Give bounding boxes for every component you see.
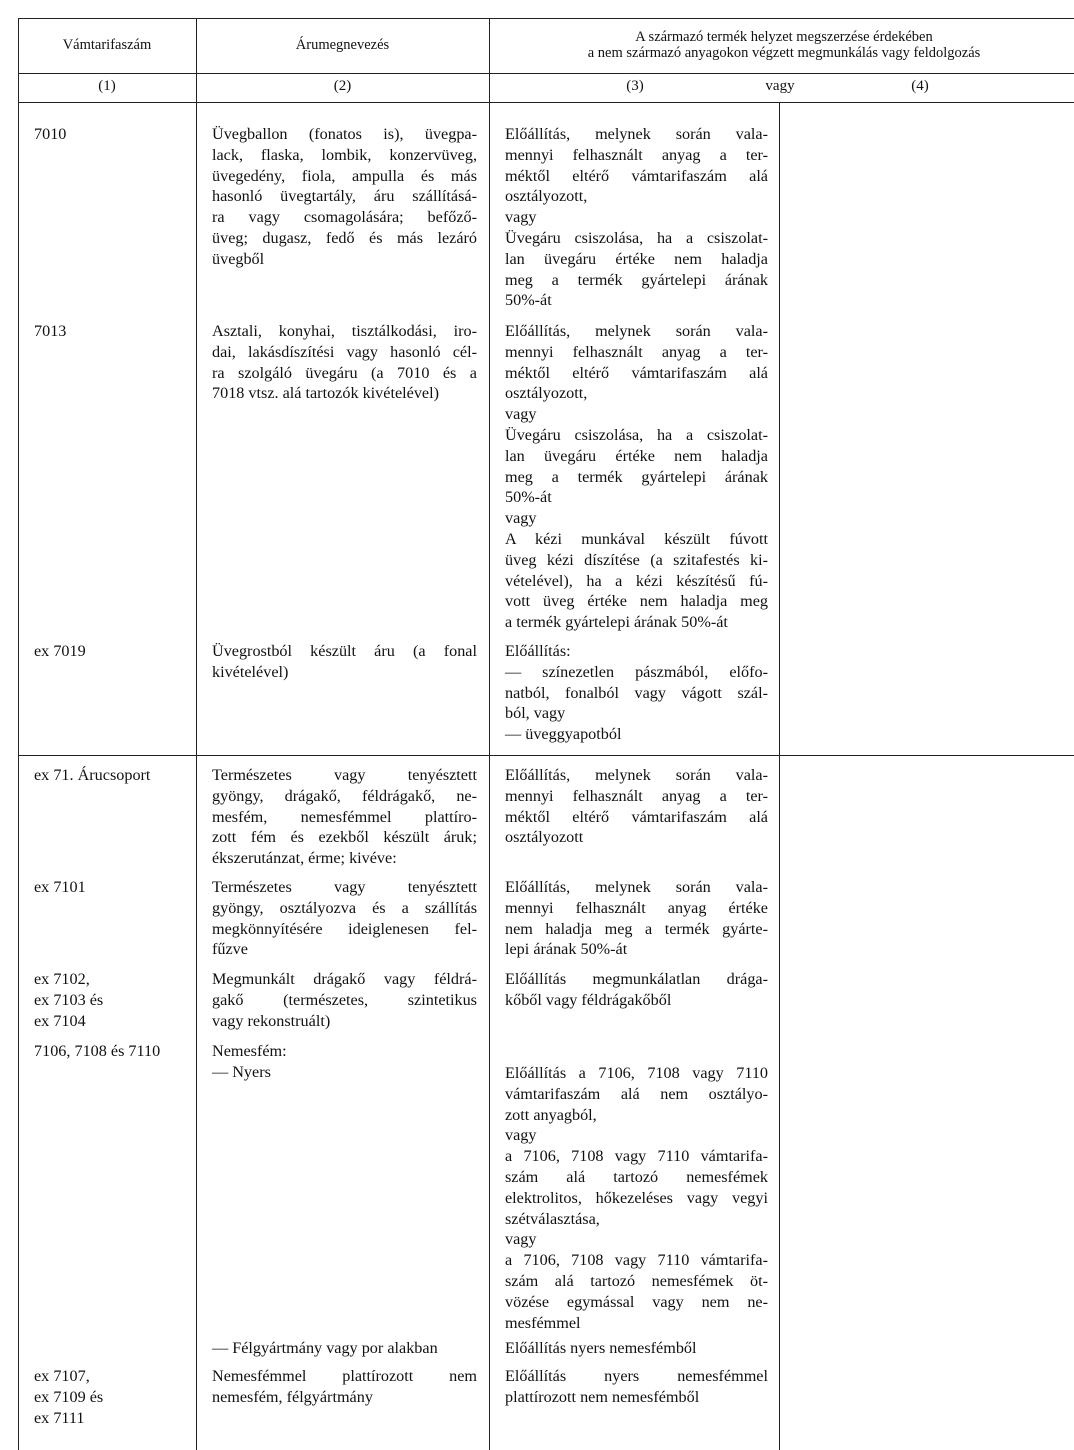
goods-description-cell-line: lack, flaska, lombik, konzervüveg, xyxy=(212,145,477,164)
processing-rule-cell-line: kőből vagy féldrágakőből xyxy=(505,990,672,1009)
header-col2: Árumegnevezés xyxy=(295,37,390,53)
goods-description-cell-line: gyöngy, drágakő, féldrágakő, ne- xyxy=(212,786,477,805)
processing-rule-cell-line: vott üveg értéke nem haladja meg xyxy=(505,592,768,611)
tariff-number-cell-line: ex 71. Árucsoport xyxy=(34,766,151,784)
goods-description-cell xyxy=(212,877,477,960)
tariff-number-cell-line: ex 7102, xyxy=(34,970,90,988)
tariff-number-cell-line: ex 7107, xyxy=(34,1367,90,1385)
processing-rule-cell-line: Előállítás, melynek során vala- xyxy=(505,878,768,896)
goods-description-cell xyxy=(212,969,477,1031)
goods-description-cell-line: ra vagy csomagolására; befőző- xyxy=(212,208,477,227)
tariff-number-cell xyxy=(34,765,194,786)
goods-description-cell xyxy=(212,641,477,683)
processing-rule-cell-line: elektrolitos, hőkezeléses vagy vegyi xyxy=(505,1188,768,1207)
number-row-bottom-rule xyxy=(18,102,1074,103)
goods-description-cell-line: Megmunkált drágakő vagy féldrá- xyxy=(212,970,477,988)
processing-rule-cell-line: a 7106, 7108 vagy 7110 vámtarifa- xyxy=(505,1147,768,1166)
tariff-number-cell-line: ex 7104 xyxy=(34,1011,86,1030)
processing-rule-cell xyxy=(505,877,768,960)
goods-description-cell-line: Asztali, konyhai, tisztálkodási, iro- xyxy=(212,322,477,340)
processing-rule-cell-line: a 7106, 7108 vagy 7110 vámtarifa- xyxy=(505,1251,768,1270)
section-divider-rule xyxy=(18,755,1074,756)
processing-rule-cell-line: Előállítás nyers nemesfémmel xyxy=(505,1367,768,1385)
header-col3-line1: A származó termék helyzet megszerzése érdekében xyxy=(635,29,933,45)
goods-description-cell xyxy=(212,321,477,404)
tariff-number-cell xyxy=(34,1366,194,1428)
goods-description-cell-line: üveg; dugasz, fedő és más lezáró xyxy=(212,228,477,247)
processing-rule-cell-line: osztályozott xyxy=(505,828,584,847)
goods-description-cell-line: üvegből xyxy=(212,249,265,268)
goods-description-cell-line: megkönnyítésére ideiglenesen fel- xyxy=(212,919,477,938)
processing-rule-cell-line: méktől eltérő vámtarifaszám alá xyxy=(505,363,768,382)
tariff-number-cell xyxy=(34,969,194,1031)
processing-rule-cell-line: a termék gyártelepi árának 50%-át xyxy=(505,613,728,632)
goods-description-cell-line: Nemesfém: xyxy=(212,1042,287,1060)
header-col3 xyxy=(489,29,1074,61)
goods-description-cell-line: nemesfém, félgyártmány xyxy=(212,1387,373,1406)
processing-rule-cell-line: natból, fonalból vagy vágott szál- xyxy=(505,683,768,702)
tariff-number-cell-line: ex 7111 xyxy=(34,1408,85,1427)
tariff-number-cell-line: 7010 xyxy=(34,125,67,143)
tariff-number-cell-line: ex 7101 xyxy=(34,878,86,896)
processing-rule-cell-line: osztályozott, xyxy=(505,384,588,403)
goods-description-cell-line: vagy rekonstruált) xyxy=(212,1011,331,1030)
processing-rule-cell-line: plattírozott nem nemesfémből xyxy=(505,1387,700,1406)
goods-description-cell-line: Nemesfémmel plattírozott nem xyxy=(212,1367,477,1385)
processing-rule-cell-line: Előállítás megmunkálatlan drága- xyxy=(505,970,768,988)
goods-description-cell-line: zott fém és ezekből készült áruk; xyxy=(212,828,477,847)
header-col3-line2: a nem származó anyagokon végzett megmunkálás vagy feldolgozás xyxy=(587,45,981,61)
processing-rule-cell-line: — színezetlen pászmából, előfo- xyxy=(505,662,768,681)
processing-rule-cell-line: lepi árának 50%-át xyxy=(505,940,628,959)
processing-rule-cell-line: Előállítás a 7106, 7108 vagy 7110 xyxy=(505,1064,768,1082)
tariff-number-cell-line: 7106, 7108 és 7110 xyxy=(34,1042,161,1060)
processing-rule-cell-line: Előállítás nyers nemesfémből xyxy=(505,1339,697,1357)
goods-description-cell-line: ra szolgáló üvegáru (a 7010 és a xyxy=(212,363,477,382)
processing-rule-cell-line: 50%-át xyxy=(505,488,552,507)
col-number-3: (3) xyxy=(626,78,644,94)
goods-description-cell-line: Természetes vagy tenyésztett xyxy=(212,878,477,896)
processing-rule-cell-line: vagy xyxy=(505,1230,537,1249)
goods-description-cell-line: Természetes vagy tenyésztett xyxy=(212,766,477,784)
processing-rule-cell-line: üveg kézi díszítése (a szitafestés ki- xyxy=(505,550,768,569)
processing-rule-cell-line: Előállítás: xyxy=(505,642,571,660)
processing-rule-cell-line: ból, vagy xyxy=(505,704,566,723)
processing-rule-cell xyxy=(505,765,768,848)
processing-rule-cell-line: mennyi felhasznált anyag a ter- xyxy=(505,786,768,805)
goods-description-cell-line: dai, lakásdíszítési vagy hasonló cél- xyxy=(212,342,477,361)
tariff-number-cell xyxy=(34,877,194,898)
processing-rule-cell xyxy=(505,969,768,1011)
processing-rule-cell-line: méktől eltérő vámtarifaszám alá xyxy=(505,166,768,185)
goods-description-cell-line: ékszerutánzat, érme; kivéve: xyxy=(212,849,397,868)
processing-rule-cell-line: 50%-át xyxy=(505,291,552,310)
processing-rule-cell-line: vözése egymással vagy nem ne- xyxy=(505,1292,768,1311)
tariff-number-cell-line: ex 7019 xyxy=(34,642,86,660)
tariff-number-cell xyxy=(34,1041,194,1062)
processing-rule-cell-line: vámtarifaszám alá nem osztályo- xyxy=(505,1084,768,1103)
processing-rule-cell-line: mesfémmel xyxy=(505,1313,581,1332)
goods-description-cell xyxy=(212,1366,477,1408)
processing-rule-cell-line: méktől eltérő vámtarifaszám alá xyxy=(505,807,768,826)
goods-description-cell xyxy=(212,124,477,270)
tariff-number-cell-line: ex 7103 és xyxy=(34,990,104,1009)
tariff-number-cell xyxy=(34,321,194,342)
goods-description-cell xyxy=(212,1041,477,1083)
column-rule-2 xyxy=(489,18,490,1450)
goods-description-cell-line: mesfém, nemesfémmel plattíro- xyxy=(212,807,477,826)
col-number-2: (2) xyxy=(333,78,352,94)
goods-description-cell-line: Üvegballon (fonatos is), üvegpa- xyxy=(212,125,477,143)
processing-rule-cell-line: Üvegáru csiszolása, ha a csiszolat- xyxy=(505,228,768,247)
processing-rule-cell-line: szétválasztása, xyxy=(505,1209,600,1228)
goods-description-cell-line: gyöngy, osztályozva és a szállítás xyxy=(212,898,477,917)
processing-rule-cell-line: osztályozott, xyxy=(505,187,588,206)
processing-rule-cell-line: szám alá tartozó nemesfémek öt- xyxy=(505,1271,768,1290)
processing-rule-cell-line: mennyi felhasznált anyag értéke xyxy=(505,898,768,917)
tariff-number-cell-line: 7013 xyxy=(34,322,67,340)
column-rule-1 xyxy=(196,18,197,1450)
processing-rule-cell-line: nem haladja meg a termék gyárte- xyxy=(505,919,768,938)
processing-rule-cell-line: A kézi munkával készült fúvott xyxy=(505,529,768,548)
processing-rule-cell-line: lan üvegáru értéke nem haladja xyxy=(505,446,768,465)
goods-description-cell-line: Üvegrostból készült áru (a fonal xyxy=(212,642,477,660)
processing-rule-cell-line: vagy xyxy=(505,509,537,528)
goods-description-cell xyxy=(212,765,477,869)
goods-description-cell-line: — Nyers xyxy=(212,1062,271,1081)
processing-rule-cell xyxy=(505,1338,768,1359)
processing-rule-cell xyxy=(505,124,768,311)
processing-rule-cell-line: meg a termék gyártelepi árának xyxy=(505,270,768,289)
goods-description-cell-line: kivételével) xyxy=(212,662,289,681)
col-number-4: (4) xyxy=(911,78,929,94)
processing-rule-cell-line: zott anyagból, xyxy=(505,1105,597,1124)
processing-rule-cell xyxy=(505,641,768,745)
goods-description-cell xyxy=(212,1338,477,1359)
goods-description-cell-line: üvegedény, fiola, ampulla és más xyxy=(212,166,477,185)
col-number-1: (1) xyxy=(98,78,116,94)
column-rule-3 xyxy=(779,102,780,1450)
processing-rule-cell-line: Üvegáru csiszolása, ha a csiszolat- xyxy=(505,425,768,444)
processing-rule-cell-line: mennyi felhasznált anyag a ter- xyxy=(505,145,768,164)
processing-rule-cell-line: — üveggyapotból xyxy=(505,725,622,744)
processing-rule-cell-line: vagy xyxy=(505,1126,537,1145)
processing-rule-cell-line: Előállítás, melynek során vala- xyxy=(505,125,768,143)
processing-rule-cell-line: mennyi felhasznált anyag a ter- xyxy=(505,342,768,361)
processing-rule-cell-line: meg a termék gyártelepi árának xyxy=(505,467,768,486)
processing-rule-cell-line: lan üvegáru értéke nem haladja xyxy=(505,249,768,268)
processing-rule-cell xyxy=(505,1063,768,1333)
processing-rule-cell-line: Előállítás, melynek során vala- xyxy=(505,766,768,784)
col-number-or: vagy xyxy=(765,78,795,94)
processing-rule-cell-line: Előállítás, melynek során vala- xyxy=(505,322,768,340)
goods-description-cell-line: gakő (természetes, szintetikus xyxy=(212,990,477,1009)
header-col1: Vámtarifaszám xyxy=(62,37,152,53)
processing-rule-cell-line: vagy xyxy=(505,405,537,424)
goods-description-cell-line: — Félgyártmány vagy por alakban xyxy=(212,1339,438,1357)
processing-rule-cell xyxy=(505,1366,768,1408)
goods-description-cell-line: fűzve xyxy=(212,940,248,959)
processing-rule-cell-line: vagy xyxy=(505,208,537,227)
processing-rule-cell xyxy=(505,321,768,633)
processing-rule-cell-line: szám alá tartozó nemesfémek xyxy=(505,1167,768,1186)
tariff-number-cell-line: ex 7109 és xyxy=(34,1387,104,1406)
processing-rule-cell-line: vételével), ha a kézi készítésű fú- xyxy=(505,571,768,590)
tariff-number-cell xyxy=(34,124,194,145)
tariff-number-cell xyxy=(34,641,194,662)
goods-description-cell-line: 7018 vtsz. alá tartozók kivételével) xyxy=(212,384,439,403)
header-bottom-rule xyxy=(18,73,1074,74)
goods-description-cell-line: hasonló üvegtartály, áru szállításá- xyxy=(212,187,477,206)
